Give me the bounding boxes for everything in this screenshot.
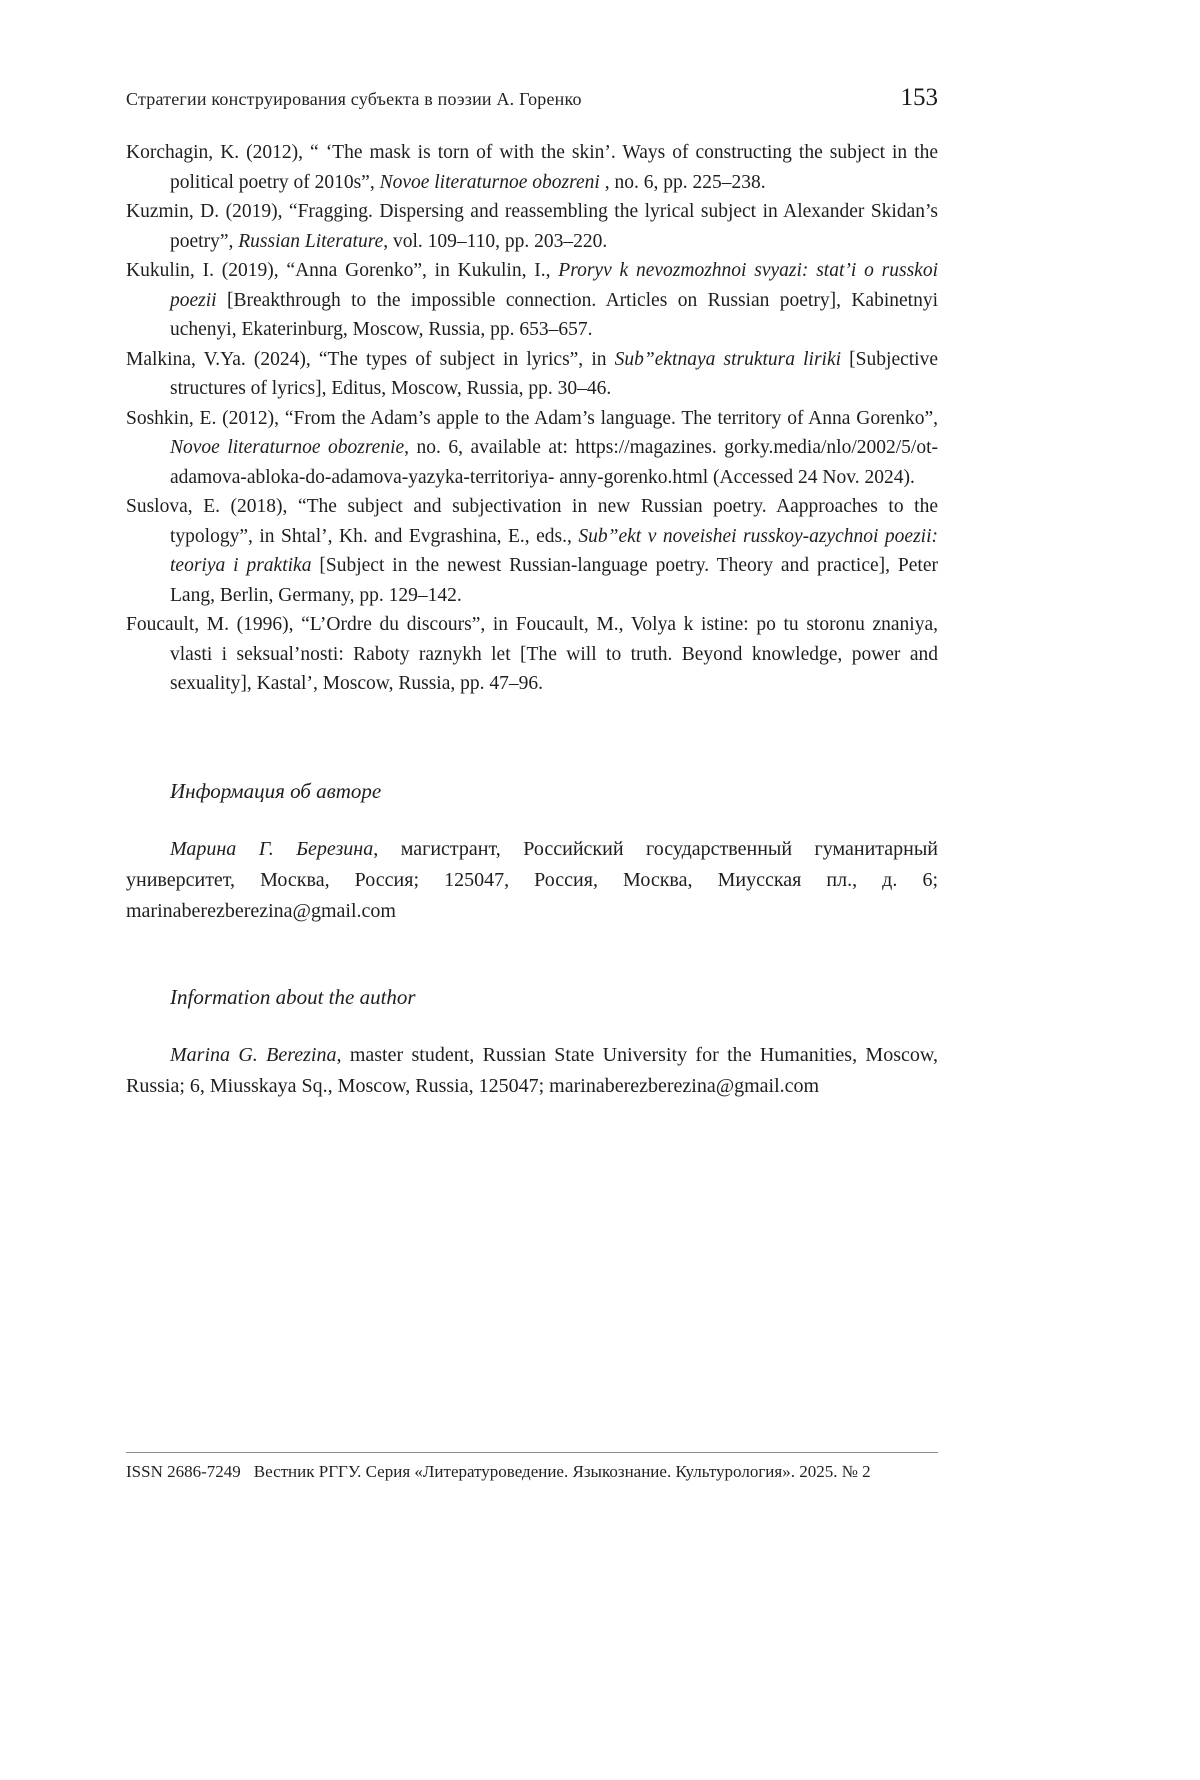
reference-item (126, 345, 938, 404)
italic-text-segment: Sub”ektnaya struktura liriki (614, 348, 842, 370)
reference-item (126, 256, 938, 345)
text-segment: [Breakthrough to the impossible connection. Articles on Russian poetry], Kabinetnyi uchenyi, Ekaterinburg, Moscow, Russia, pp. 653–657. (170, 289, 938, 340)
text-segment: , no. 6, available at: https://magazines. gorky.media/nlo/2002/5/ot-adamova-abloka-do-adamova-yazyka-territoriya- anny-gorenko.html (Accessed 24 Nov. 2024). (170, 437, 938, 488)
text-segment: [Subjective structures of lyrics], Editus, Moscow, Russia, pp. 30–46. (170, 348, 938, 399)
text-segment: , master student, Russian State University for the Humanities, Moscow, Russia; 6, Miusskaya Sq., Moscow, Russia, 125047; marinaberezberezina@gmail.com (126, 1043, 939, 1097)
footer-journal-title: Вестник РГГУ. Серия «Литературоведение. Языкознание. Культурология». 2025. № 2 (253, 1462, 871, 1481)
section-heading-author-info-ru: Информация об авторе (170, 778, 382, 803)
section-heading-author-info-en: Information about the author (170, 984, 416, 1009)
text-segment: Foucault, M. (1996), “L’Ordre du discours”, in Foucault, M., Volya k istine: po tu storonu znaniya, vlasti i seksual’nosti: Raboty raznykh let [The will to truth. Beyond knowledge, power and sexuality], Kastal’, Moscow, Russia, pp. 47–96. (126, 614, 938, 694)
text-segment: , no. 6, pp. 225–238. (599, 171, 766, 193)
author-info-paragraph-ru (126, 834, 938, 927)
reference-item (126, 610, 938, 699)
italic-text-segment: Novoe literaturnoe obozrenie (170, 437, 405, 458)
footer-issn: ISSN 2686-7249 (126, 1462, 241, 1481)
text-segment: Kukulin, I. (2019), “Anna Gorenko”, in Kukulin, I., (126, 260, 559, 281)
italic-text-segment: Russian Literature (238, 230, 384, 252)
references-list (126, 138, 938, 699)
italic-text-segment: Marina G. Berezina (170, 1043, 337, 1066)
reference-item (126, 138, 938, 197)
author-info-paragraph-en (126, 1040, 938, 1102)
page-header (126, 84, 938, 112)
italic-text-segment: Novoe literaturnoe obozreni (379, 171, 600, 193)
text-segment: Soshkin, E. (2012), “From the Adam’s apple to the Adam’s language. The territory of Anna Gorenko”, (126, 407, 938, 429)
italic-text-segment: Proryv k nevozmozhnoi svyazi: stat’i o russkoi poezii (170, 260, 938, 311)
reference-item (126, 492, 938, 610)
page-footer (126, 1452, 938, 1482)
italic-text-segment: Марина Г. Березина (170, 837, 374, 860)
text-segment: Malkina, V.Ya. (2024), “The types of subject in lyrics”, in (126, 348, 615, 370)
text-segment: [Subject in the newest Russian-language poetry. Theory and practice], Peter Lang, Berlin, Germany, pp. 129–142. (170, 555, 938, 606)
text-segment: , магистрант, Российский государственный гуманитарный университет, Москва, Россия; 125047, Россия, Москва, Миусская пл., д. 6; marinaberezberezina@gmail.com (126, 837, 939, 922)
page-number: 153 (900, 84, 938, 111)
reference-item (126, 404, 938, 493)
text-segment: Kuzmin, D. (2019), “Fragging. Dispersing and reassembling the lyrical subject in Alexander Skidan’s poetry”, (126, 201, 938, 252)
text-segment: Suslova, E. (2018), “The subject and subjectivation in new Russian poetry. Aapproaches to the typology”, in Shtal’, Kh. and Evgrashina, E., eds., (126, 496, 938, 547)
text-segment: Korchagin, K. (2012), “ ‘The mask is torn of with the skin’. Ways of constructing the subject in the political poetry of 2010s”, (126, 142, 938, 193)
reference-item (126, 197, 938, 256)
italic-text-segment: Sub”ekt v noveishei russkoy-azychnoi poezii: teoriya i praktika (170, 525, 939, 576)
text-segment: , vol. 109–110, pp. 203–220. (383, 230, 608, 252)
running-title: Стратегии конструирования субъекта в поэзии А. Горенко (126, 89, 582, 109)
